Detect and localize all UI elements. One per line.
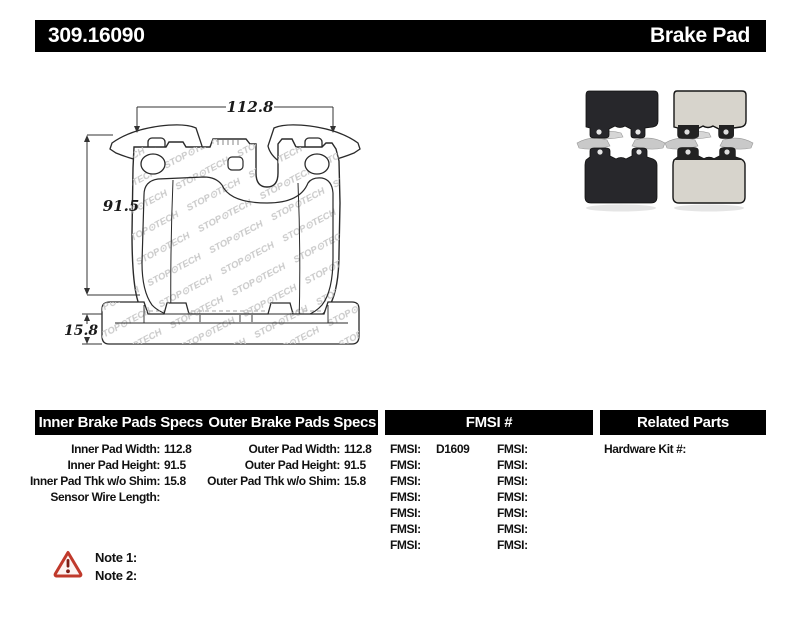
fmsi-label: FMSI: [390,474,421,488]
fmsi-row [390,457,469,473]
spec-value: 112.8 [164,442,192,456]
technical-drawing [40,83,400,373]
product-type-title: Brake Pad [649,24,750,47]
fmsi-row [497,537,543,553]
spec-row-sensor-wire [30,489,191,505]
note-2: Note 2: [95,568,137,583]
inner-specs-column [30,441,191,505]
fmsi-row [497,521,543,537]
related-label: Hardware Kit #: [604,442,687,456]
related-parts-header: Related Parts [637,414,729,431]
spec-row-outer-width [195,441,371,457]
fmsi-header: FMSI # [465,414,513,431]
fmsi-column-1 [390,441,469,553]
dim-thickness-label: 15.8 [64,323,99,339]
fmsi-row [497,457,543,473]
fmsi-label: FMSI: [497,474,528,488]
spec-value: 112.8 [344,442,372,456]
fmsi-column-2 [497,441,543,553]
part-number: 309.16090 [48,24,145,47]
fmsi-row [390,537,469,553]
photo-shadow [674,205,744,212]
pad-photo-friction-top [674,91,746,138]
fmsi-label: FMSI: [390,538,421,552]
fmsi-label: FMSI: [390,522,421,536]
fmsi-label: FMSI: [390,490,421,504]
related-parts-column [604,441,690,457]
spec-label: Inner Pad Width: [71,442,160,456]
spec-row-inner-width [30,441,191,457]
pad-front-view [132,139,340,333]
spec-row-outer-height [195,457,371,473]
fmsi-label: FMSI: [497,538,528,552]
fmsi-label: FMSI: [497,490,528,504]
spec-row-outer-thk [195,473,371,489]
fmsi-row [390,441,469,457]
photo-shadow [586,205,656,212]
warning-icon [53,549,83,579]
spec-label: Inner Pad Height: [67,458,160,472]
title-bar [35,20,766,52]
fmsi-row [497,441,543,457]
fmsi-label: FMSI: [390,506,421,520]
fmsi-label: FMSI: [390,442,421,456]
outer-specs-column [195,441,371,489]
product-photo [573,85,778,220]
pad-photo-back-top [586,91,658,138]
pad-photo-back-bottom [585,148,657,203]
spec-label: Outer Pad Width: [248,442,340,456]
spec-value: 15.8 [164,474,186,488]
fmsi-label: FMSI: [497,442,528,456]
spec-row-inner-thk [30,473,191,489]
spec-value: 15.8 [344,474,366,488]
fmsi-row [390,473,469,489]
spec-label: Outer Pad Height: [244,458,340,472]
pad-photo-friction-bottom [673,148,745,203]
fmsi-row [497,473,543,489]
related-parts-header-bar [600,410,766,435]
spec-label: Outer Pad Thk w/o Shim: [207,474,340,488]
fmsi-row [497,489,543,505]
dim-height-label: 91.5 [102,197,140,215]
spec-value: 91.5 [164,458,186,472]
fmsi-label: FMSI: [497,458,528,472]
outer-specs-header: Outer Brake Pads Specs [208,414,377,431]
fmsi-row [390,505,469,521]
fmsi-row [390,489,469,505]
inner-specs-header: Inner Brake Pads Specs [38,414,203,431]
fmsi-value: D1609 [436,442,470,456]
dim-width-label: 112.8 [226,98,274,116]
spec-label: Inner Pad Thk w/o Shim: [30,474,161,488]
spec-value: 91.5 [344,458,366,472]
fmsi-row [497,505,543,521]
spec-row-inner-height [30,457,191,473]
note-1: Note 1: [95,550,137,565]
fmsi-label: FMSI: [497,506,528,520]
fmsi-label: FMSI: [390,458,421,472]
spec-label: Sensor Wire Length: [50,490,160,504]
fmsi-row [390,521,469,537]
fmsi-header-bar [385,410,593,435]
specs-header-bar [35,410,378,435]
fmsi-label: FMSI: [497,522,528,536]
related-row-hardware-kit [604,441,690,457]
